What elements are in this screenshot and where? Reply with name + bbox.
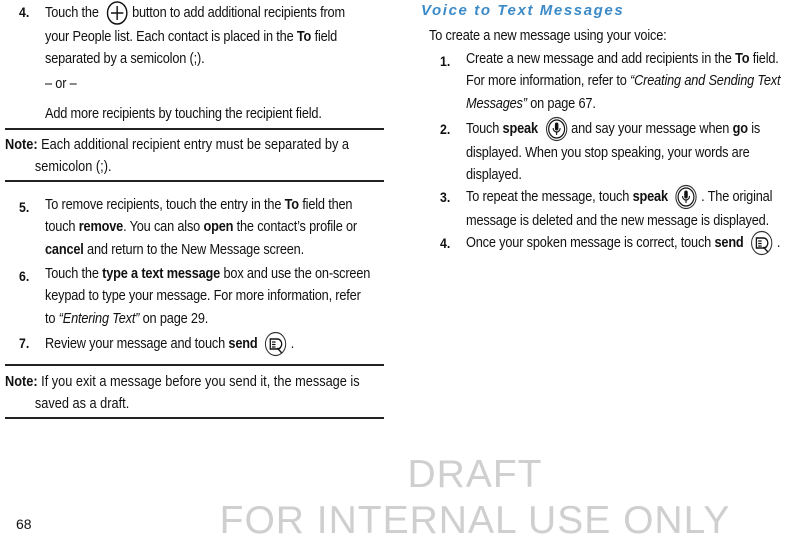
right-step-2-text: Touch speak and say your message when go is displayed. When you stop speaking, your words are displayed. bbox=[466, 116, 800, 187]
step-number: 4. bbox=[440, 235, 451, 251]
section-heading: Voice to Text Messages bbox=[421, 2, 625, 19]
right-step-3-text: To repeat the message, touch speak . The original message is deleted and the new message is displayed. bbox=[466, 184, 800, 232]
right-step-4-text: Once your spoken message is correct, touch send . bbox=[466, 230, 800, 256]
step-number: 7. bbox=[19, 335, 30, 351]
note-box: Note: If you exit a message before you send it, the message is saved as a draft. bbox=[5, 364, 384, 419]
step-number: 5. bbox=[19, 199, 30, 215]
note-box: Note: Each additional recipient entry must be separated by a semicolon (;). bbox=[5, 128, 384, 182]
send-icon bbox=[750, 230, 773, 256]
send-icon bbox=[264, 331, 287, 357]
step-7-text: Review your message and touch send . bbox=[45, 331, 388, 357]
add-recipient-icon bbox=[106, 0, 129, 26]
step-number: 2. bbox=[440, 121, 451, 137]
microphone-icon bbox=[675, 184, 698, 210]
step-number: 1. bbox=[440, 53, 451, 69]
step-number: 6. bbox=[19, 268, 30, 284]
step-4-text: Touch the button to add additional recipients from your People list. Each contact is placed in the To field separated by a semicolon (;). – or – Add more recipients by touching the recipient field. bbox=[45, 0, 388, 126]
intro-text: To create a new message using your voice: bbox=[429, 28, 667, 44]
step-number: 4. bbox=[19, 4, 30, 20]
microphone-icon bbox=[545, 116, 568, 142]
page-number: 68 bbox=[16, 516, 32, 532]
step-6-text: Touch the type a text message box and use the on-screen keypad to type your message. For more information, refer to “Entering Text” on page 29. bbox=[45, 266, 371, 327]
draft-watermark: DRAFT FOR INTERNAL USE ONLY bbox=[219, 453, 731, 542]
step-number: 3. bbox=[440, 189, 451, 205]
step-5-text: To remove recipients, touch the entry in the To field then touch remove. You can also open the contact’s profile or cancel and return to the New Message screen. bbox=[45, 197, 358, 258]
right-step-1-text: Create a new message and add recipients in the To field. For more information, refer to “Creating and Sending Text Messages” on page 67. bbox=[466, 51, 781, 112]
